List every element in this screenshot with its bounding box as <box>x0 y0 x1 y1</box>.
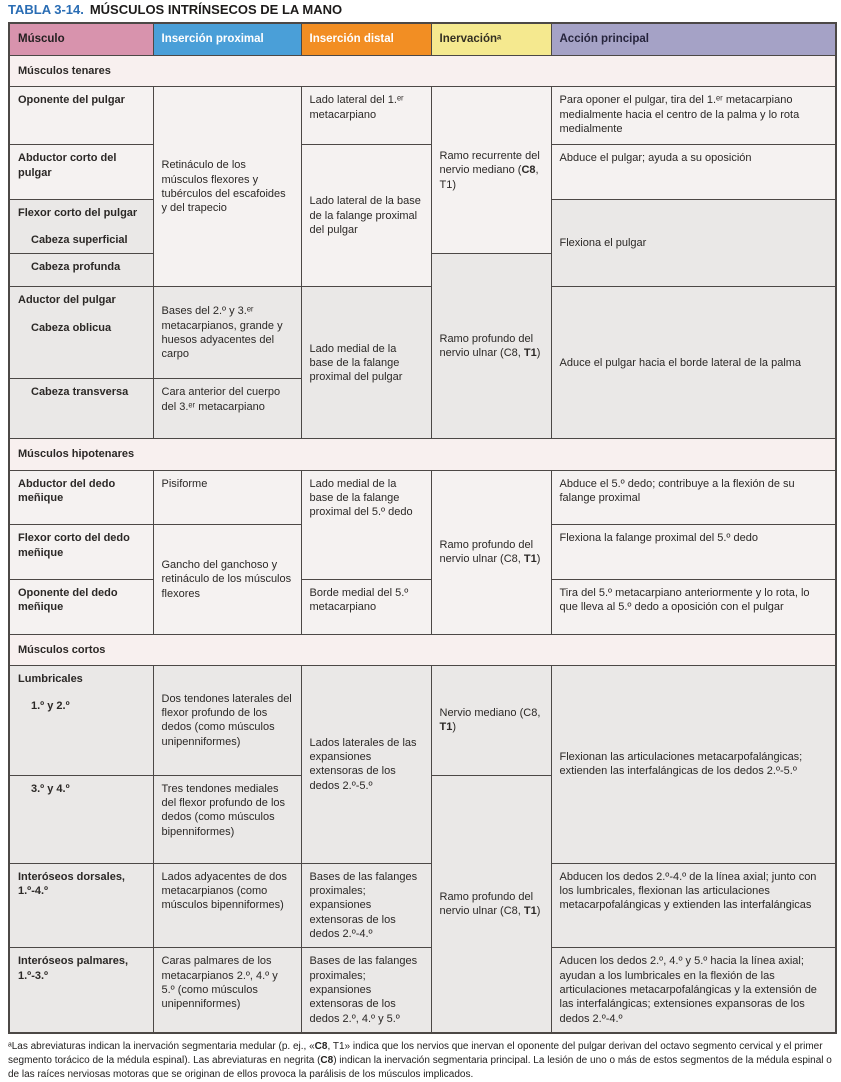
cell-insercion-proximal: Cara anterior del cuerpo del 3.ᵉʳ metacarpiano <box>153 379 301 439</box>
cell-insercion-distal: Lado lateral del 1.ᵉʳ metacarpiano <box>301 87 431 145</box>
table-title-text: MÚSCULOS INTRÍNSECOS DE LA MANO <box>89 2 343 17</box>
cell-accion: Abduce el pulgar; ayuda a su oposición <box>551 145 836 200</box>
cell-insercion-proximal: Bases del 2.º y 3.ᵉʳ metacarpianos, grande y huesos adyacentes del carpo <box>153 287 301 379</box>
section-row-hipotenares <box>9 439 836 470</box>
cell-accion: Para oponer el pulgar, tira del 1.ᵉʳ metacarpiano medialmente hacia el centro de la palma y lo rota medialmente <box>551 87 836 145</box>
muscle-name: Flexor corto del dedo meñique <box>18 532 130 559</box>
table-row <box>9 470 836 525</box>
cell-insercion-proximal: Dos tendones laterales del flexor profundo de los dedos (como músculos unipenniformes) <box>153 665 301 775</box>
cell-musculo <box>9 199 153 254</box>
cell-musculo <box>9 579 153 634</box>
cell-inervacion: Ramo profundo del nervio ulnar (C8, T1) <box>431 470 551 634</box>
cell-accion: Aduce el pulgar hacia el borde lateral de la palma <box>551 287 836 439</box>
col-header-insercion-distal: Inserción distal <box>301 23 431 56</box>
cell-musculo <box>9 470 153 525</box>
cell-musculo <box>9 145 153 200</box>
cell-insercion-distal: Lado lateral de la base de la falange proximal del pulgar <box>301 145 431 287</box>
muscle-subhead: Cabeza superficial <box>31 234 128 247</box>
muscle-subhead: Cabeza oblicua <box>31 321 112 334</box>
section-row-tenares <box>9 56 836 87</box>
col-header-accion-principal: Acción principal <box>551 23 836 56</box>
table-title <box>8 2 835 17</box>
muscle-subhead: Cabeza transversa <box>31 386 129 399</box>
cell-insercion-distal: Lado medial de la base de la falange proximal del pulgar <box>301 287 431 439</box>
muscle-name: Abductor corto del pulgar <box>18 152 117 179</box>
cell-insercion-proximal: Lados adyacentes de dos metacarpianos (como músculos bipenniformes) <box>153 863 301 947</box>
table-row <box>9 145 836 200</box>
cell-accion: Aducen los dedos 2.º, 4.º y 5.º hacia la línea axial; ayudan a los lumbricales en la flexión de las articulaciones metacarpofalángicas y la extensión de las interfalángicas; extensiones expansoras de los dedos 2.º-4.º <box>551 948 836 1033</box>
section-label-tenares: Músculos tenares <box>9 56 836 87</box>
table-row <box>9 948 836 1033</box>
muscles-table <box>8 22 837 1034</box>
table-footnote: ᵃLas abreviaturas indican la inervación segmentaria medular (p. ej., «C8, T1» indica que los nervios que inervan el oponente del pulgar derivan del octavo segmento cervical y el primer segmento torácico de la médula espinal). Las abreviaturas en negrita (C8) indican la inervación segmentaria principal. La lesión de uno o más de estos segmentos de la médula espinal o de las raíces nerviosas motoras que se originan de ellos provoca la parálisis de los músculos implicados. <box>8 1040 832 1080</box>
cell-inervacion: Ramo profundo del nervio ulnar (C8, T1) <box>431 254 551 439</box>
cell-insercion-proximal: Pisiforme <box>153 470 301 525</box>
cell-musculo <box>9 87 153 145</box>
cell-accion: Flexiona el pulgar <box>551 199 836 287</box>
cell-insercion-distal: Bases de las falanges proximales; expansiones extensoras de los dedos 2.º-4.º <box>301 863 431 947</box>
muscle-subhead: Cabeza profunda <box>31 261 121 274</box>
muscle-name: Oponente del dedo meñique <box>18 586 118 614</box>
cell-musculo <box>9 948 153 1033</box>
cell-musculo <box>9 665 153 775</box>
cell-musculo <box>9 525 153 580</box>
muscle-name: Lumbricales <box>18 672 83 685</box>
table-row <box>9 863 836 947</box>
cell-insercion-distal: Bases de las falanges proximales; expansiones extensoras de los dedos 2.º, 4.º y 5.º <box>301 948 431 1033</box>
cell-accion: Flexiona la falange proximal del 5.º dedo <box>551 525 836 580</box>
cell-insercion-distal: Lado medial de la base de la falange proximal del 5.º dedo <box>301 470 431 579</box>
section-row-cortos <box>9 634 836 665</box>
cell-insercion-proximal: Retináculo de los músculos flexores y tubérculos del escafoides y del trapecio <box>153 87 301 287</box>
col-header-insercion-proximal: Inserción proximal <box>153 23 301 56</box>
cell-accion: Abduce el 5.º dedo; contribuye a la flexión de su falange proximal <box>551 470 836 525</box>
cell-musculo <box>9 287 153 379</box>
muscle-name: Aductor del pulgar <box>18 294 116 307</box>
cell-musculo <box>9 863 153 947</box>
cell-insercion-proximal: Tres tendones mediales del flexor profundo de los dedos (como músculos bipenniformes) <box>153 775 301 863</box>
cell-inervacion: Ramo profundo del nervio ulnar (C8, T1) <box>431 775 551 1032</box>
cell-insercion-distal: Lados laterales de las expansiones extensoras de los dedos 2.º-5.º <box>301 665 431 863</box>
table-row <box>9 579 836 634</box>
muscle-name: Interóseos palmares, 1.º-3.º <box>18 955 129 982</box>
cell-musculo <box>9 379 153 439</box>
muscle-name: Interóseos dorsales, 1.º-4.º <box>18 870 125 898</box>
table-row <box>9 287 836 379</box>
cell-insercion-proximal: Gancho del ganchoso y retináculo de los músculos flexores <box>153 525 301 634</box>
cell-accion: Abducen los dedos 2.º-4.º de la línea axial; junto con los lumbricales, flexionan las articulaciones metacarpofalángicas y extienden las interfalángicas <box>551 863 836 947</box>
cell-inervacion: Nervio mediano (C8, T1) <box>431 665 551 775</box>
muscle-subhead: 3.º y 4.º <box>31 782 70 795</box>
muscle-name: Flexor corto del pulgar <box>18 206 138 219</box>
cell-accion: Tira del 5.º metacarpiano anteriormente y lo rota, lo que lleva al 5.º dedo a oposición con el pulgar <box>551 579 836 634</box>
muscle-subhead: 1.º y 2.º <box>31 700 70 713</box>
cell-inervacion: Ramo recurrente del nervio mediano (C8, T1) <box>431 87 551 254</box>
muscle-name: Oponente del pulgar <box>18 94 125 107</box>
table-number: TABLA 3-14. <box>8 2 84 17</box>
col-header-inervacion: Inervaciónᵃ <box>431 23 551 56</box>
col-header-musculo: Músculo <box>9 23 153 56</box>
cell-insercion-distal: Borde medial del 5.º metacarpiano <box>301 579 431 634</box>
muscle-name: Abductor del dedo meñique <box>18 477 116 505</box>
section-label-hipotenares: Músculos hipotenares <box>9 439 836 470</box>
cell-musculo <box>9 775 153 863</box>
table-row <box>9 87 836 145</box>
section-label-cortos: Músculos cortos <box>9 634 836 665</box>
cell-musculo <box>9 254 153 287</box>
cell-insercion-proximal: Caras palmares de los metacarpianos 2.º, 4.º y 5.º (como músculos unipenniformes) <box>153 948 301 1033</box>
cell-accion: Flexionan las articulaciones metacarpofalángicas; extienden las interfalángicas de los dedos 2.º-5.º <box>551 665 836 863</box>
table-row <box>9 665 836 775</box>
header-row <box>9 23 836 56</box>
